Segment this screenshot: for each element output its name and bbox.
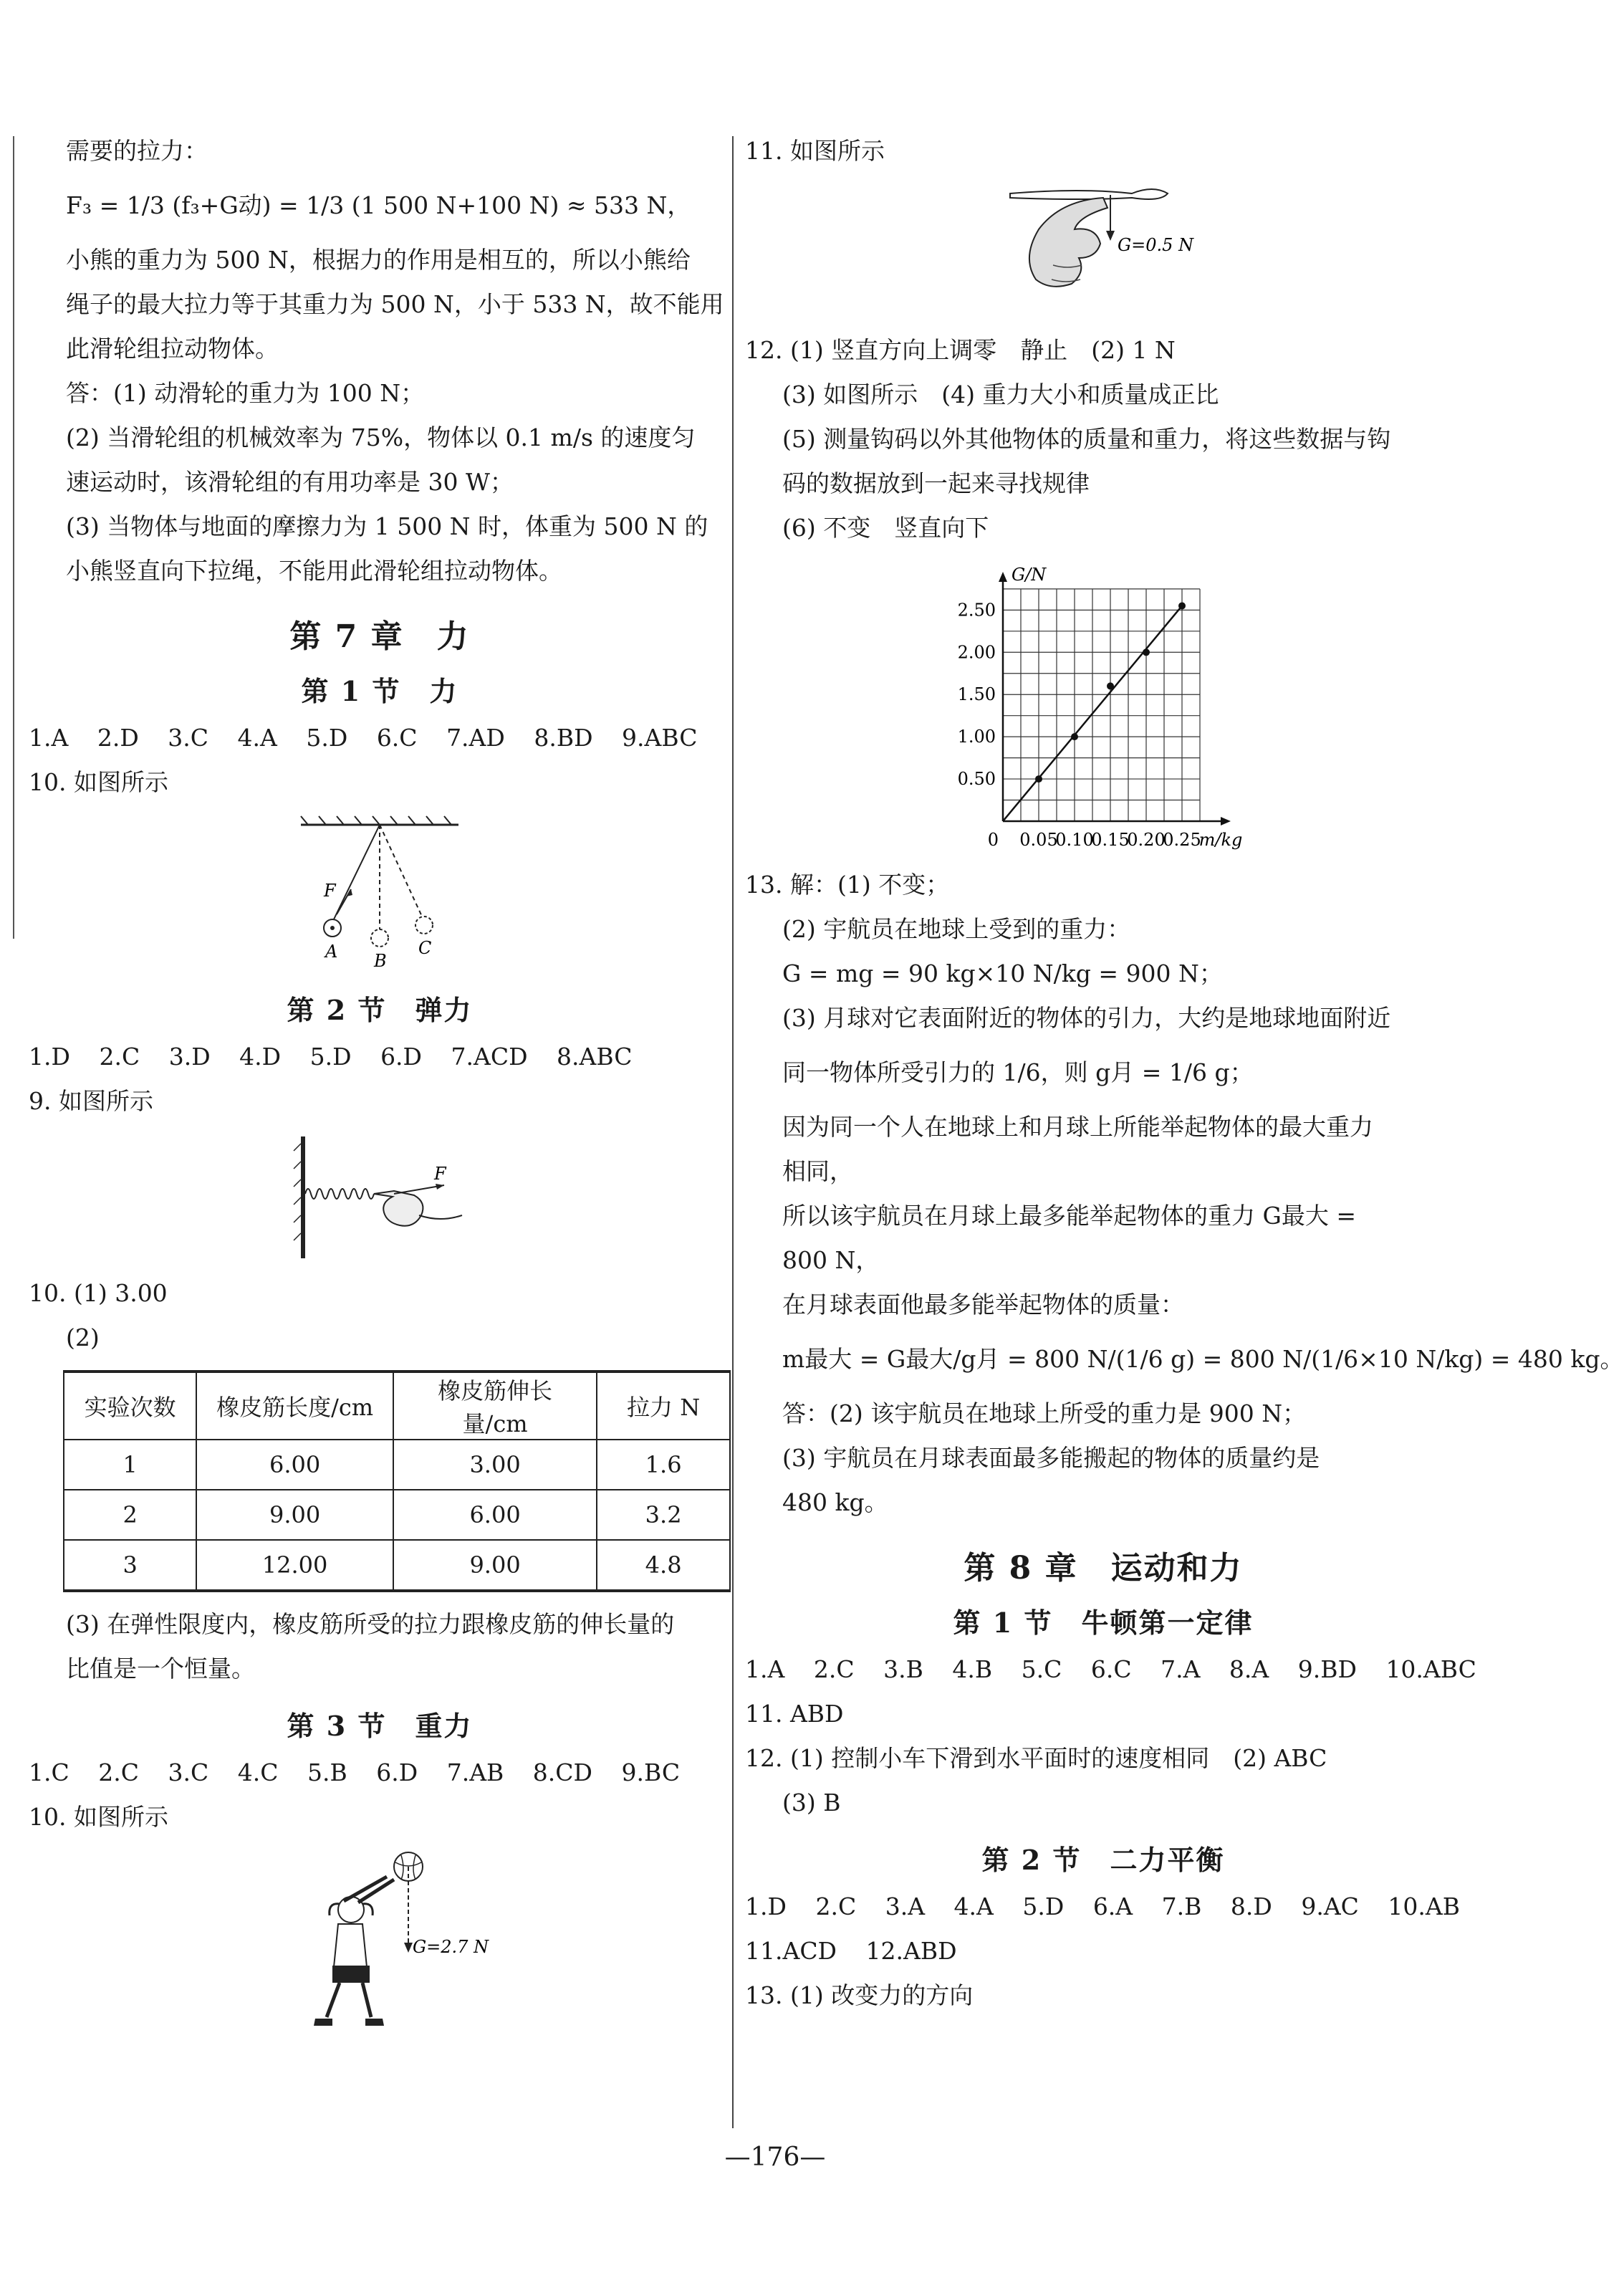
x-tick-label: 0.15 — [1091, 830, 1130, 850]
answer: 3.A — [885, 1892, 926, 1920]
answer: 5.D — [1022, 1892, 1065, 1920]
answer: 7.B — [1161, 1892, 1202, 1920]
table-cell: 3.00 — [393, 1440, 597, 1490]
question-10-part1: 10. (1) 3.00 — [29, 1279, 168, 1307]
answer: 9.BC — [621, 1758, 681, 1786]
answer: 5.B — [307, 1758, 347, 1786]
answer: 9.ABC — [622, 724, 698, 752]
table-header: 拉力 N — [597, 1372, 730, 1440]
table-cell: 12.00 — [196, 1540, 393, 1591]
section-2-title: 第 2 节 弹力 — [287, 994, 473, 1026]
answer: 4.B — [952, 1655, 993, 1683]
question-13-line6: 因为同一个人在地球上和月球上所能举起物体的最大重力 — [782, 1113, 1373, 1141]
section-3-answers — [29, 1751, 731, 1795]
answer: 2.C — [98, 1758, 139, 1786]
answer: 7.AB — [446, 1758, 504, 1786]
section-8-1-answers — [745, 1647, 1476, 1692]
question-12-line4: 码的数据放到一起来寻找规律 — [782, 469, 1090, 497]
right-column — [745, 129, 1624, 2018]
question-13-line7: 相同， — [782, 1157, 853, 1185]
answer: 1.A — [29, 724, 69, 752]
position-label-c: C — [418, 938, 432, 958]
question-11: 11. ABD — [745, 1700, 844, 1728]
y-tick-label: 0.50 — [957, 769, 996, 790]
data-point — [1035, 775, 1042, 782]
question-12-line3: (5) 测量钩码以外其他物体的质量和重力，将这些数据与钩 — [782, 425, 1391, 453]
answer: 9.BD — [1297, 1655, 1357, 1683]
text-line: (2) 当滑轮组的机械效率为 75%，物体以 0.1 m/s 的速度匀 — [66, 423, 696, 451]
question-12-line2: (3) B — [782, 1789, 841, 1817]
table-row — [64, 1440, 730, 1490]
answer: 4.A — [237, 724, 277, 752]
section-1-answers — [29, 716, 731, 760]
force-label-f: F — [324, 881, 336, 901]
question-10-part3: (3) 在弹性限度内，橡皮筋所受的拉力跟橡皮筋的伸长量的 — [66, 1610, 675, 1638]
origin-label: 0 — [987, 830, 999, 850]
answer: 4.C — [237, 1758, 279, 1786]
answer: 3.D — [168, 1043, 211, 1071]
section-8-2-answers-2 — [745, 1929, 1461, 1973]
left-column — [29, 129, 731, 2044]
answer: 7.ACD — [451, 1043, 528, 1071]
question-13: 13. (1) 改变力的方向 — [745, 1981, 974, 2009]
data-point — [1107, 682, 1114, 689]
section-2-answers — [29, 1035, 731, 1079]
answer: 4.A — [953, 1892, 994, 1920]
chapter-7-title: 第 7 章 力 — [289, 618, 470, 655]
question-13-line10: 在月球表面他最多能举起物体的质量： — [782, 1291, 1184, 1318]
answer: 6.C — [376, 724, 418, 752]
answer: 12.ABD — [865, 1937, 957, 1965]
answer: 6.D — [380, 1043, 423, 1071]
answer: 5.D — [309, 1043, 352, 1071]
answer: 6.A — [1092, 1892, 1133, 1920]
answer: 8.CD — [532, 1758, 592, 1786]
answer: 5.D — [306, 724, 348, 752]
volleyball-girl-figure — [287, 1845, 489, 2039]
rubber-band-table — [63, 1370, 731, 1592]
x-axis-arrow — [1221, 817, 1231, 825]
page-number: —176— — [724, 2143, 826, 2172]
answer: 1.D — [745, 1892, 787, 1920]
answer: 6.C — [1090, 1655, 1132, 1683]
data-point — [1143, 648, 1150, 656]
left-margin-rule — [13, 136, 14, 939]
answer: 2.C — [99, 1043, 140, 1071]
question-13-line1: 13. 解：(1) 不变； — [745, 871, 950, 899]
table-header: 实验次数 — [64, 1372, 196, 1440]
answer: 1.C — [29, 1758, 69, 1786]
y-axis-arrow — [999, 572, 1007, 582]
question-13-line2: (2) 宇航员在地球上受到的重力： — [782, 915, 1131, 943]
answer: 8.D — [1230, 1892, 1272, 1920]
table-cell: 2 — [64, 1490, 196, 1540]
table-header: 橡皮筋长度/cm — [196, 1372, 393, 1440]
answer: 10.ABC — [1385, 1655, 1476, 1683]
spoon-gravity-label: G=0.5 N — [1118, 235, 1194, 255]
answer: 7.A — [1161, 1655, 1201, 1683]
text-line: 此滑轮组拉动物体。 — [66, 335, 279, 363]
text-line: 绳子的最大拉力等于其重力为 500 N，小于 533 N，故不能用 — [66, 290, 724, 318]
question-10-part2: (2) — [66, 1324, 100, 1351]
question-12-line2: (3) 如图所示 (4) 重力大小和质量成正比 — [782, 380, 1219, 408]
table-header-row — [64, 1372, 730, 1440]
question-13-line8: 所以该宇航员在月球上最多能举起物体的重力 G最大 = — [782, 1202, 1356, 1230]
text-line: 小熊竖直向下拉绳，不能用此滑轮组拉动物体。 — [66, 557, 562, 585]
section-8-2-answers — [745, 1885, 1461, 1929]
y-tick-label: 1.50 — [957, 684, 996, 705]
question-13-line5: 同一物体所受引力的 1/6，则 g月 = 1/6 g； — [782, 1058, 1254, 1086]
question-12-line5: (6) 不变 竖直向下 — [782, 514, 989, 542]
answer: 6.D — [376, 1758, 418, 1786]
x-tick-label: 0.20 — [1127, 830, 1166, 850]
answer: 8.BD — [534, 724, 593, 752]
question-13-line13: 480 kg。 — [782, 1488, 888, 1516]
x-tick-label: 0.25 — [1163, 830, 1201, 850]
column-divider — [732, 136, 734, 2128]
answer: 1.D — [29, 1043, 70, 1071]
table-cell: 9.00 — [393, 1540, 597, 1591]
table-cell: 1.6 — [597, 1440, 730, 1490]
answer: 5.C — [1021, 1655, 1062, 1683]
answer: 7.AD — [446, 724, 505, 752]
y-tick-label: 1.00 — [957, 727, 996, 747]
answer: 10.AB — [1388, 1892, 1460, 1920]
data-point — [1071, 733, 1078, 740]
table-cell: 3.2 — [597, 1490, 730, 1540]
answer: 1.A — [745, 1655, 785, 1683]
y-axis-label: G/N — [1012, 565, 1047, 585]
table-cell: 1 — [64, 1440, 196, 1490]
text-line: 答：(1) 动滑轮的重力为 100 N； — [66, 379, 425, 407]
section-3-title: 第 3 节 重力 — [287, 1710, 473, 1742]
text-line: 速运动时，该滑轮组的有用功率是 30 W； — [66, 468, 514, 496]
question-9: 9. 如图所示 — [29, 1087, 153, 1115]
question-10-part3-cont: 比值是一个恒量。 — [66, 1655, 255, 1683]
question-12-line1: 12. (1) 控制小车下滑到水平面时的速度相同 (2) ABC — [745, 1744, 1327, 1772]
table-cell: 4.8 — [597, 1540, 730, 1591]
table-row — [64, 1490, 730, 1540]
ball-gravity-label: G=2.7 N — [413, 1937, 489, 1957]
spoon-on-finger-figure — [1003, 179, 1203, 322]
question-13-line4: (3) 月球对它表面附近的物体的引力，大约是地球地面附近 — [782, 1004, 1391, 1032]
x-tick-label: 0.10 — [1055, 830, 1094, 850]
g-m-chart — [938, 556, 1268, 857]
question-12-line1: 12. (1) 竖直方向上调零 静止 (2) 1 N — [745, 336, 1176, 364]
answer: 2.C — [813, 1655, 855, 1683]
position-label-a: A — [325, 942, 338, 962]
question-13-line3: G = mg = 90 kg×10 N/kg = 900 N； — [782, 959, 1223, 987]
question-10: 10. 如图所示 — [29, 768, 168, 796]
question-13-line9: 800 N， — [782, 1246, 880, 1274]
answer: 8.A — [1229, 1655, 1269, 1683]
y-tick-label: 2.00 — [957, 642, 996, 663]
table-cell: 9.00 — [196, 1490, 393, 1540]
answer: 4.D — [239, 1043, 282, 1071]
answer: 3.C — [168, 1758, 209, 1786]
table-header: 橡皮筋伸长量/cm — [393, 1372, 597, 1440]
question-13-line11: 答：(2) 该宇航员在地球上所受的重力是 900 N； — [782, 1399, 1307, 1427]
f3-formula: F₃ = 1/3 (f₃+G动) = 1/3 (1 500 N+100 N) ≈ 533 N， — [66, 191, 691, 219]
answer: 3.C — [168, 724, 209, 752]
mass-formula: m最大 = G最大/g月 = 800 N/(1/6 g) = 800 N/(1/6×10 N/kg) = 480 kg。 — [782, 1345, 1624, 1373]
question-11: 11. 如图所示 — [745, 137, 885, 165]
data-point — [1178, 602, 1186, 609]
position-label-b: B — [374, 951, 387, 971]
x-axis-label: m/kg — [1198, 830, 1243, 850]
answer: 3.B — [883, 1655, 923, 1683]
table-cell: 6.00 — [196, 1440, 393, 1490]
pendulum-figure — [287, 810, 473, 975]
table-cell: 3 — [64, 1540, 196, 1591]
x-tick-label: 0.05 — [1019, 830, 1058, 850]
text-line: 小熊的重力为 500 N，根据力的作用是相互的，所以小熊给 — [66, 246, 691, 274]
answer: 11.ACD — [745, 1937, 837, 1965]
answer: 9.AC — [1301, 1892, 1359, 1920]
answer: 2.D — [97, 724, 139, 752]
text-line: (3) 当物体与地面的摩擦力为 1 500 N 时，体重为 500 N 的 — [66, 512, 708, 540]
section-1-title: 第 1 节 力 — [301, 675, 458, 707]
chapter-8-title: 第 8 章 运动和力 — [964, 1550, 1243, 1586]
question-10: 10. 如图所示 — [29, 1803, 168, 1831]
answer: 8.ABC — [557, 1043, 633, 1071]
spring-force-label: F — [434, 1164, 446, 1184]
section-8-1-title: 第 1 节 牛顿第一定律 — [953, 1607, 1254, 1639]
question-13-line12: (3) 宇航员在月球表面最多能搬起的物体的质量约是 — [782, 1444, 1320, 1472]
table-cell: 6.00 — [393, 1490, 597, 1540]
text-line: 需要的拉力： — [66, 137, 208, 165]
spring-figure — [287, 1129, 473, 1265]
answer: 2.C — [815, 1892, 857, 1920]
table-row — [64, 1540, 730, 1591]
section-8-2-title: 第 2 节 二力平衡 — [981, 1844, 1225, 1876]
y-tick-label: 2.50 — [957, 600, 996, 621]
